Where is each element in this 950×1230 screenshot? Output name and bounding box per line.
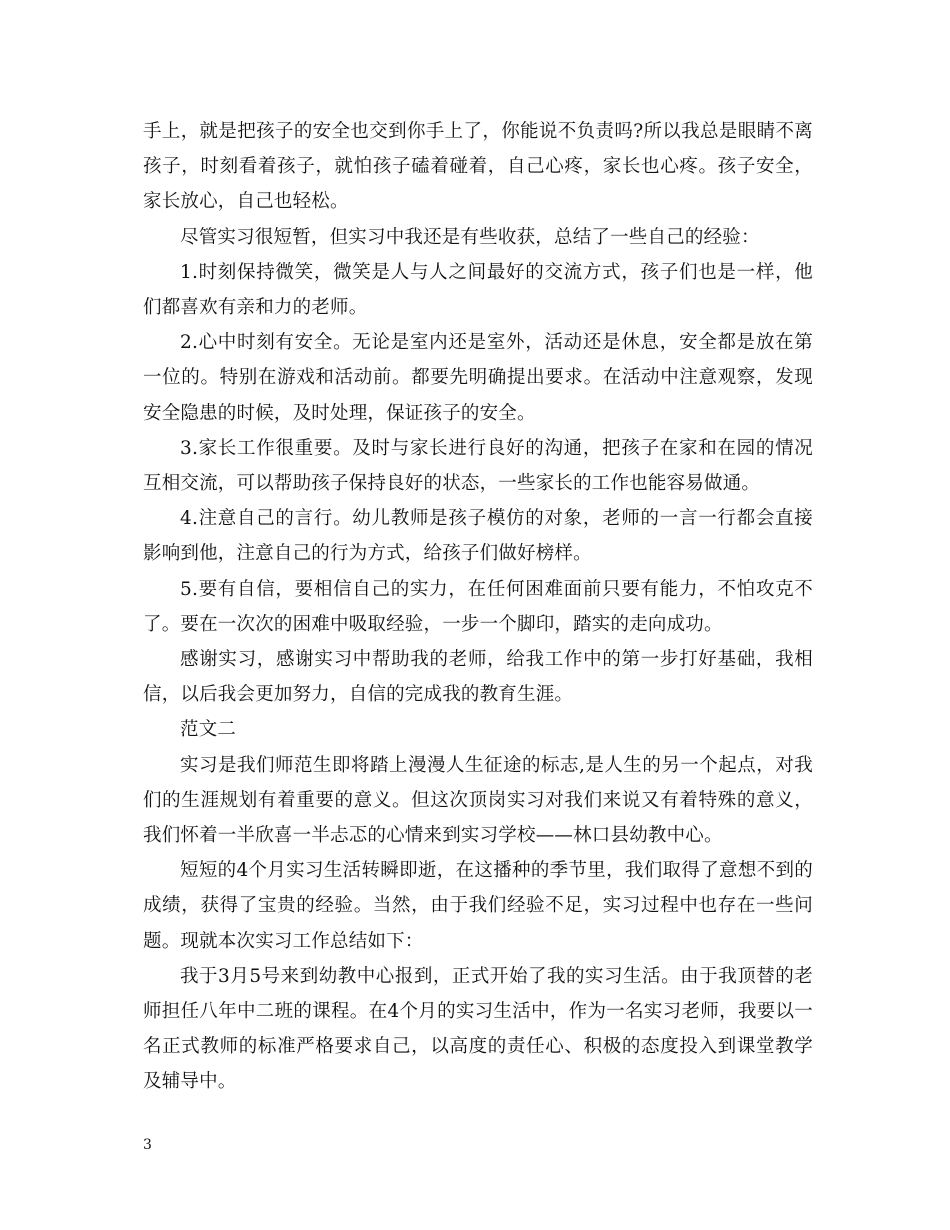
paragraph: 短短的4个月实习生活转瞬即逝，在这播种的季节里，我们取得了意想不到的成绩，获得了宝贵的经验。当然，由于我们经验不足，实习过程中也存在一些问题。现就本次实习工作总结如下： bbox=[143, 860, 813, 952]
list-item-paragraph: 5.要有自信，要相信自己的实力，在任何困难面前只要有能力，不怕攻克不了。要在一次次的困难中吸取经验，一步一个脚印，踏实的走向成功。 bbox=[143, 578, 813, 635]
document-body bbox=[143, 114, 813, 1100]
paragraph: 实习是我们师范生即将踏上漫漫人生征途的标志,是人生的另一个起点，对我们的生涯规划有着重要的意义。但这次顶岗实习对我们来说又有着特殊的意义，我们怀着一半欣喜一半忐忑的心情来到实习学校——林口县幼教中心。 bbox=[143, 754, 813, 847]
paragraph: 感谢实习，感谢实习中帮助我的老师，给我工作中的第一步打好基础，我相信，以后我会更加努力，自信的完成我的教育生涯。 bbox=[143, 649, 813, 706]
section-heading: 范文二 bbox=[180, 719, 237, 741]
paragraph: 我于3月5号来到幼教中心报到，正式开始了我的实习生活。由于我顶替的老师担任八年中二班的课程。在4个月的实习生活中，作为一名实习老师，我要以一名正式教师的标准严格要求自己，以高度的责任心、积极的态度投入到课堂教学及辅导中。 bbox=[143, 965, 813, 1093]
list-item-paragraph: 2.心中时刻有安全。无论是室内还是室外，活动还是休息，安全都是放在第一位的。特别在游戏和活动前。都要先明确提出要求。在活动中注意观察，发现安全隐患的时候，及时处理，保证孩子的安全。 bbox=[143, 332, 813, 424]
paragraph: 手上，就是把孩子的安全也交到你手上了，你能说不负责吗?所以我总是眼睛不离孩子，时刻看着孩子，就怕孩子磕着碰着，自己心疼，家长也心疼。孩子安全，家长放心，自己也轻松。 bbox=[143, 121, 813, 213]
list-item-paragraph: 4.注意自己的言行。幼儿教师是孩子模仿的对象，老师的一言一行都会直接影响到他，注意自己的行为方式，给孩子们做好榜样。 bbox=[143, 508, 813, 565]
list-item-paragraph: 3.家长工作很重要。及时与家长进行良好的沟通，把孩子在家和在园的情况互相交流，可以帮助孩子保持良好的状态，一些家长的工作也能容易做通。 bbox=[143, 437, 813, 495]
page-number: 3 bbox=[143, 1137, 152, 1153]
paragraph: 尽管实习很短暂，但实习中我还是有些收获，总结了一些自己的经验： bbox=[180, 226, 760, 248]
list-item-paragraph: 1.时刻保持微笑，微笑是人与人之间最好的交流方式，孩子们也是一样，他们都喜欢有亲和力的老师。 bbox=[143, 261, 813, 319]
